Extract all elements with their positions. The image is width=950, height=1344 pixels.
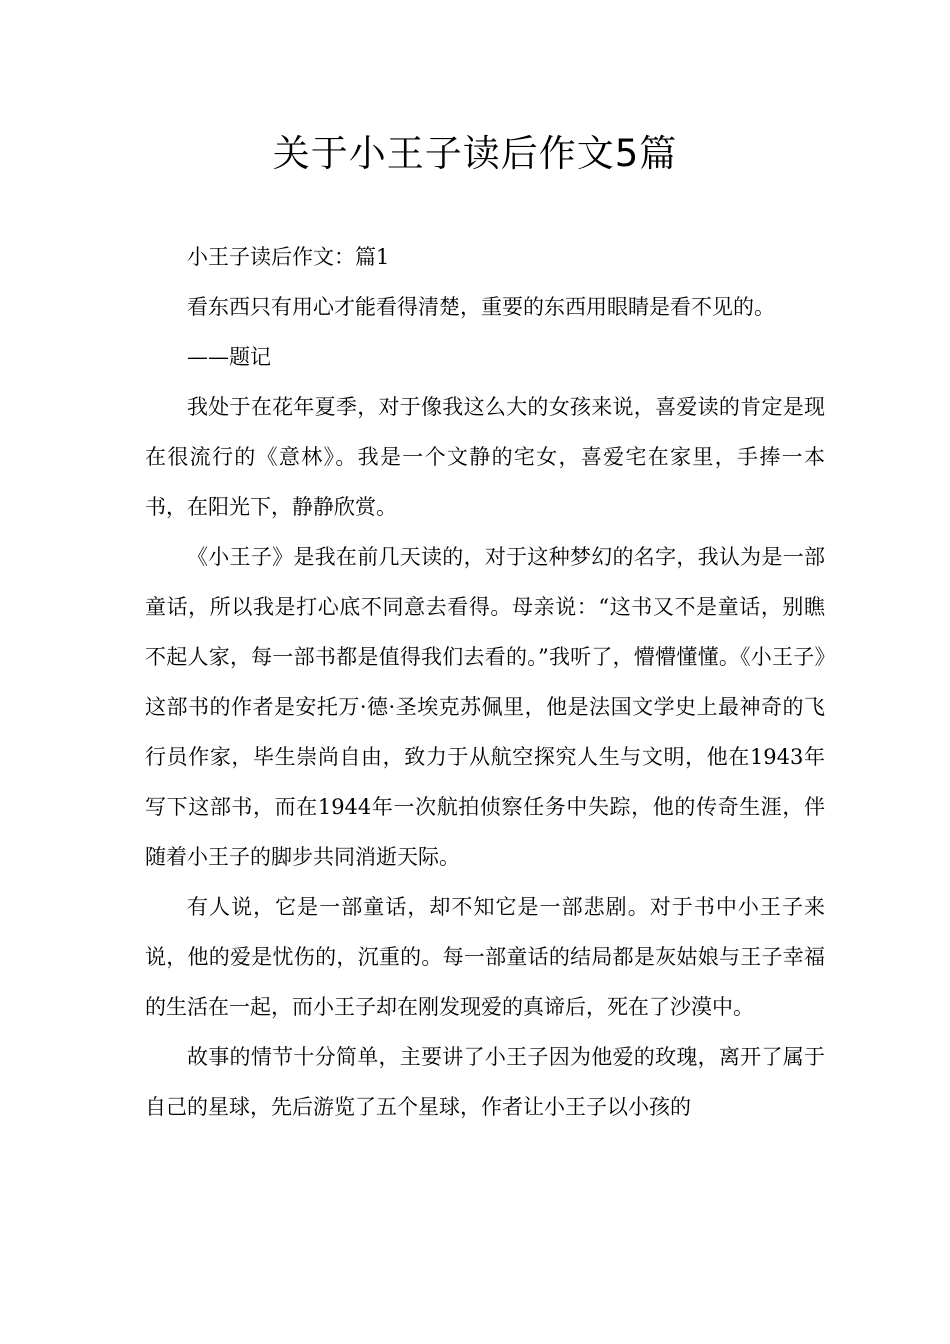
paragraph: 《小王子》是我在前几天读的，对于这种梦幻的名字，我认为是一部童话，所以我是打心底不同意去看得。母亲说：“这书又不是童话，别瞧不起人家，每一部书都是值得我们去看的。”我听了，懵懵懂懂。《小王子》这部书的作者是安托万·德·圣埃克苏佩里，他是法国文学史上最神奇的飞行员作家，毕生崇尚自由，致力于从航空探究人生与文明，他在1943年写下这部书，而在1944年一次航拍侦察任务中失踪，他的传奇生涯，伴随着小王子的脚步共同消逝天际。 <box>145 545 825 869</box>
epigraph: 看东西只有用心才能看得清楚，重要的东西用眼睛是看不见的。 <box>187 295 775 319</box>
paragraph: 故事的情节十分简单，主要讲了小王子因为他爱的玫瑰，离开了属于自己的星球，先后游览了五个星球，作者让小王子以小孩的 <box>145 1045 825 1119</box>
section-heading: 小王子读后作文：篇1 <box>187 245 390 269</box>
document-body <box>145 232 825 1132</box>
epigraph-attribution: ——题记 <box>187 345 271 369</box>
paragraph: 有人说，它是一部童话，却不知它是一部悲剧。对于书中小王子来说，他的爱是忧伤的，沉重的。每一部童话的结局都是灰姑娘与王子幸福的生活在一起，而小王子却在刚发现爱的真谛后，死在了沙漠中。 <box>145 895 825 1019</box>
document-title: 关于小王子读后作文5篇 <box>272 132 678 175</box>
paragraph: 我处于在花年夏季，对于像我这么大的女孩来说，喜爱读的肯定是现在很流行的《意林》。我是一个文静的宅女，喜爱宅在家里，手捧一本书，在阳光下，静静欣赏。 <box>145 395 825 519</box>
